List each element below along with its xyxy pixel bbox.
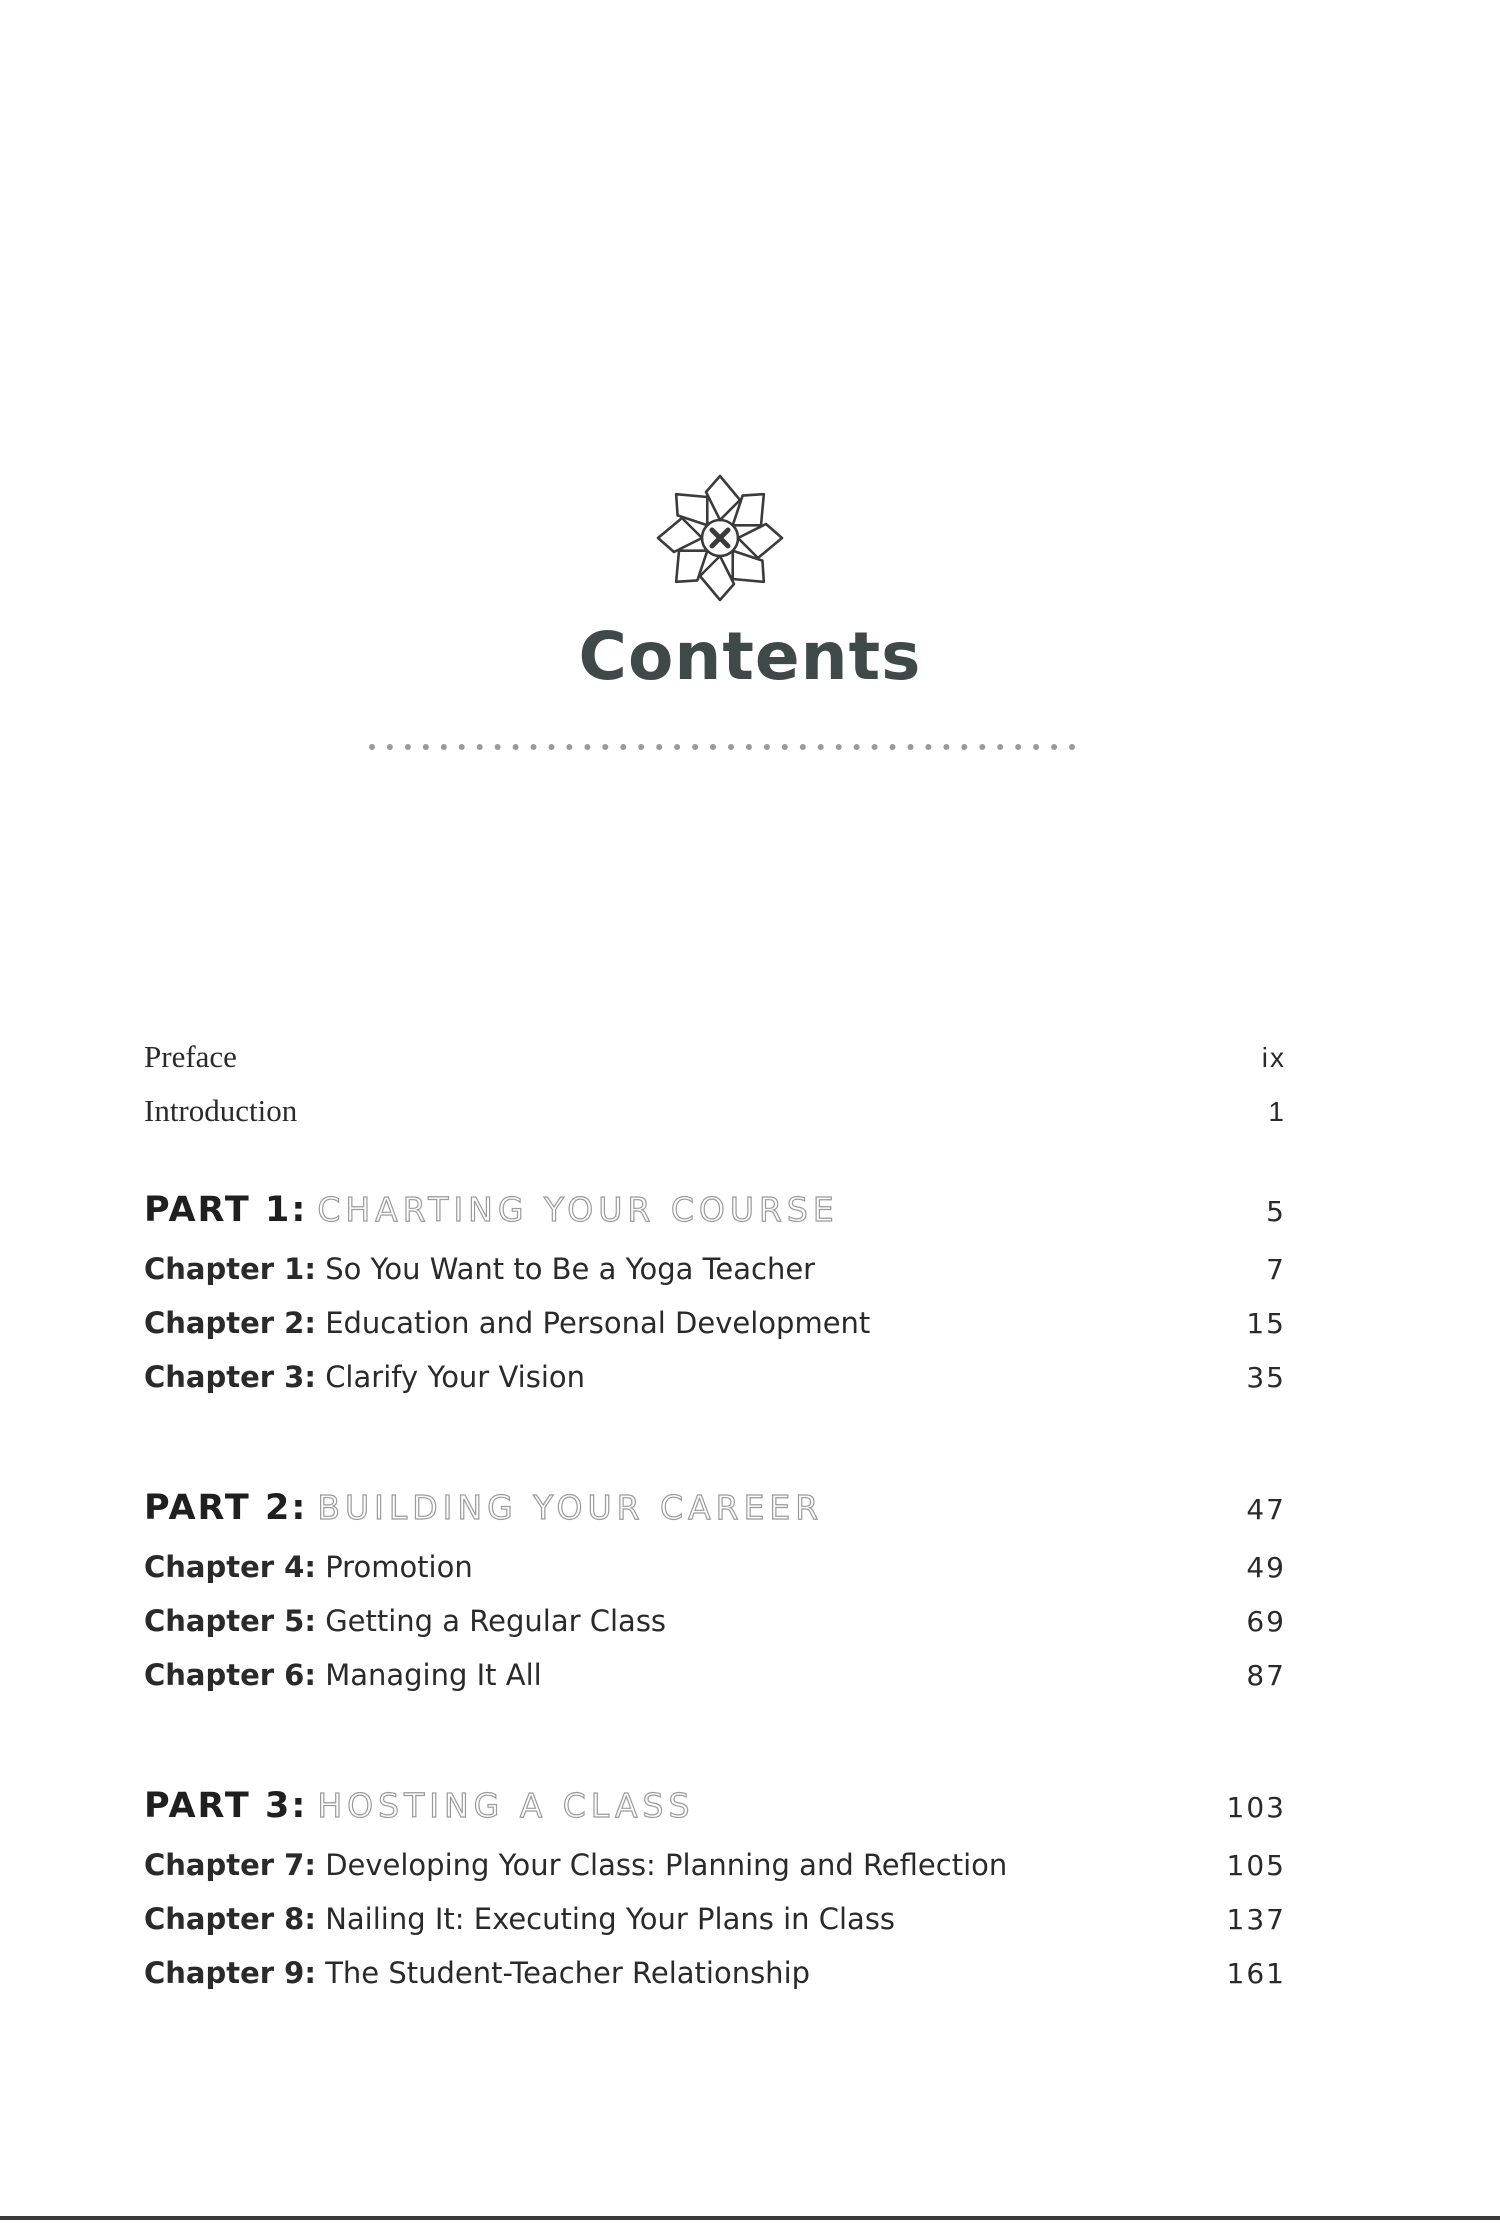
part-1-block [144,1178,1286,1404]
chapter-number: Chapter 1: [144,1252,316,1286]
scan-edge-line [0,2216,1500,2220]
toc-chapter-1[interactable] [144,1242,1286,1296]
toc-part-3[interactable] [144,1774,1286,1838]
chapter-number: Chapter 5: [144,1604,316,1638]
chapter-page: 69 [1246,1605,1286,1638]
part-3-block [144,1774,1286,2000]
table-of-contents [144,1030,1286,2072]
chapter-title: The Student-Teacher Relationship [325,1956,811,1990]
part-number: PART 1: [144,1190,308,1230]
chapter-title: Nailing It: Executing Your Plans in Class [325,1902,896,1936]
entry-page: 1 [1268,1096,1286,1127]
front-matter-list [144,1030,1286,1138]
part-title: HOSTING A CLASS [317,1786,695,1825]
toc-chapter-6[interactable] [144,1648,1286,1702]
chapter-title: Getting a Regular Class [325,1604,667,1638]
part-page: 47 [1246,1493,1286,1526]
toc-chapter-7[interactable] [144,1838,1286,1892]
chapter-page: 161 [1226,1957,1286,1990]
dotted-divider [368,740,1076,754]
chapter-page: 105 [1226,1849,1286,1882]
chapter-title: Developing Your Class: Planning and Reflection [325,1848,1008,1882]
part-title: CHARTING YOUR COURSE [317,1190,839,1229]
part-page: 103 [1226,1791,1286,1824]
chapter-number: Chapter 6: [144,1658,316,1692]
chapter-page: 35 [1246,1361,1286,1394]
chapter-title: Promotion [325,1550,473,1584]
chapter-page: 49 [1246,1551,1286,1584]
star-flower-ornament-icon [650,468,790,608]
part-number: PART 2: [144,1488,308,1528]
chapter-page: 137 [1226,1903,1286,1936]
chapter-number: Chapter 3: [144,1360,316,1394]
chapter-number: Chapter 4: [144,1550,316,1584]
part-2-block [144,1476,1286,1702]
chapter-title: Managing It All [325,1658,542,1692]
chapter-number: Chapter 8: [144,1902,316,1936]
chapter-title: Clarify Your Vision [325,1360,585,1394]
chapter-number: Chapter 2: [144,1306,316,1340]
toc-part-1[interactable] [144,1178,1286,1242]
toc-entry-introduction[interactable] [144,1084,1286,1138]
chapter-page: 87 [1246,1659,1286,1692]
toc-chapter-8[interactable] [144,1892,1286,1946]
toc-chapter-3[interactable] [144,1350,1286,1404]
part-number: PART 3: [144,1786,308,1826]
entry-page: ix [1261,1042,1286,1073]
toc-chapter-9[interactable] [144,1946,1286,2000]
entry-title: Preface [144,1039,237,1074]
chapter-title: Education and Personal Development [325,1306,871,1340]
chapter-number: Chapter 7: [144,1848,316,1882]
chapter-number: Chapter 9: [144,1956,316,1990]
toc-chapter-4[interactable] [144,1540,1286,1594]
toc-chapter-2[interactable] [144,1296,1286,1350]
toc-part-2[interactable] [144,1476,1286,1540]
chapter-page: 7 [1266,1253,1286,1286]
part-page: 5 [1266,1195,1286,1228]
toc-entry-preface[interactable] [144,1030,1286,1084]
chapter-page: 15 [1246,1307,1286,1340]
page-title: Contents [578,618,922,695]
part-title: BUILDING YOUR CAREER [317,1488,824,1527]
chapter-title: So You Want to Be a Yoga Teacher [325,1252,816,1286]
toc-chapter-5[interactable] [144,1594,1286,1648]
entry-title: Introduction [144,1093,298,1128]
